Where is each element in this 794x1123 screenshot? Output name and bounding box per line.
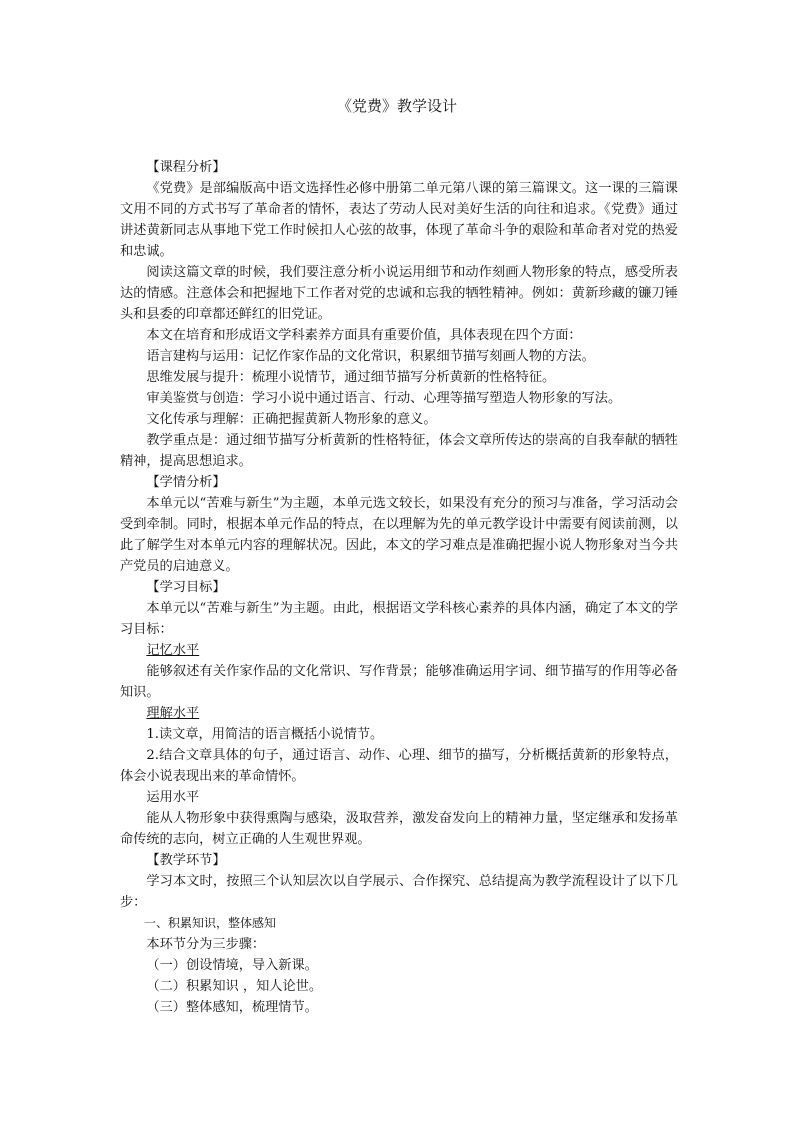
- paragraph: 学习本文时，按照三个认知层次以自学展示、合作探究、总结提高为教学流程设计了以下几步：: [120, 874, 678, 910]
- subsection-heading: 一、积累知识，整体感知: [144, 916, 277, 930]
- paragraph: 阅读这篇文章的时候，我们要注意分析小说运用细节和动作刻画人物形象的特点，感受所表达的情感。注意体会和把握地下工作者对党的忠诚和忘我的牺牲精神。例如：黄新珍藏的镰刀锤头和县委的印章都还鲜红的旧党证。: [120, 265, 678, 322]
- paragraph: 能够叙述有关作家作品的文化常识、写作背景；能够准确运用字词、细节描写的作用等必备知识。: [120, 664, 678, 700]
- level-heading-wrapper: [120, 703, 678, 724]
- paragraph: 本环节分为三步骤：: [146, 937, 266, 952]
- list-item: （二）积累知识 ，知人论世。: [146, 979, 323, 994]
- paragraph: 教学重点是：通过细节描写分析黄新的性格特征，体会文章所传达的崇高的自我奉献的牺牲精神，提高思想追求。: [120, 433, 678, 469]
- paragraph: 本单元以“苦难与新生”为主题，本单元选文较长，如果没有充分的预习与准备，学习活动会受到牵制。同时，根据本单元作品的特点，在以理解为先的单元教学设计中需要有阅读前测，以此了解学生对本单元内容的理解状况。因此，本文的学习难点是准确把握小说人物形象对当今共产党员的启迪意义。: [120, 496, 678, 574]
- section-heading-objectives: 【学习目标】: [146, 580, 226, 595]
- paragraph: 能从人物形象中获得熏陶与感染，汲取营养，激发奋发向上的精神力量，坚定继承和发扬革命传统的志向，树立正确的人生观世界观。: [120, 811, 678, 847]
- section-heading-learner-analysis: 【学情分析】: [146, 475, 226, 490]
- level-heading-memory: 记忆水平: [146, 643, 200, 658]
- paragraph: 语言建构与运用：记忆作家作品的文化常识，积累细节描写刻画人物的方法。: [146, 349, 595, 364]
- section-heading-teaching: 【教学环节】: [146, 853, 226, 868]
- list-item: 1.读文章，用简洁的语言概括小说情节。: [146, 727, 384, 742]
- paragraph: 思维发展与提升：梳理小说情节，通过细节描写分析黄新的性格特征。: [146, 370, 556, 385]
- paragraph: 审美鉴赏与创造：学习小说中通过语言、行动、心理等描写塑造人物形象的写法。: [146, 391, 622, 406]
- paragraph: 本单元以“苦难与新生”为主题。由此，根据语文学科核心素养的具体内涵，确定了本文的学习目标：: [120, 601, 678, 637]
- level-heading-wrapper: [120, 640, 678, 661]
- paragraph: 本文在培育和形成语文学科素养方面具有重要价值，具体表现在四个方面：: [146, 328, 582, 343]
- list-item: （一）创设情境，导入新课。: [146, 958, 318, 973]
- list-item: （三）整体感知，梳理情节。: [146, 1000, 318, 1015]
- level-heading-understanding: 理解水平: [146, 706, 200, 721]
- paragraph: 文化传承与理解：正确把握黄新人物形象的意义。: [146, 412, 437, 427]
- section-heading-course-analysis: 【课程分析】: [146, 160, 226, 175]
- level-heading-application: 运用水平: [146, 790, 200, 805]
- document-title: 《党费》教学设计: [336, 97, 457, 115]
- list-item: 2.结合文章具体的句子，通过语言、动作、心理、细节的描写，分析概括黄新的形象特点，体会小说表现出来的革命情怀。: [120, 748, 678, 784]
- paragraph: 《党费》是部编版高中语文选择性必修中册第二单元第八课的第三篇课文。这一课的三篇课文用不同的方式书写了革命者的情怀，表达了劳动人民对美好生活的向往和追求。《党费》通过讲述黄新同志从事地下党工作时候扣人心弦的故事，体现了革命斗争的艰险和革命者对党的热爱和忠诚。: [120, 181, 678, 259]
- document-body: [120, 157, 678, 1018]
